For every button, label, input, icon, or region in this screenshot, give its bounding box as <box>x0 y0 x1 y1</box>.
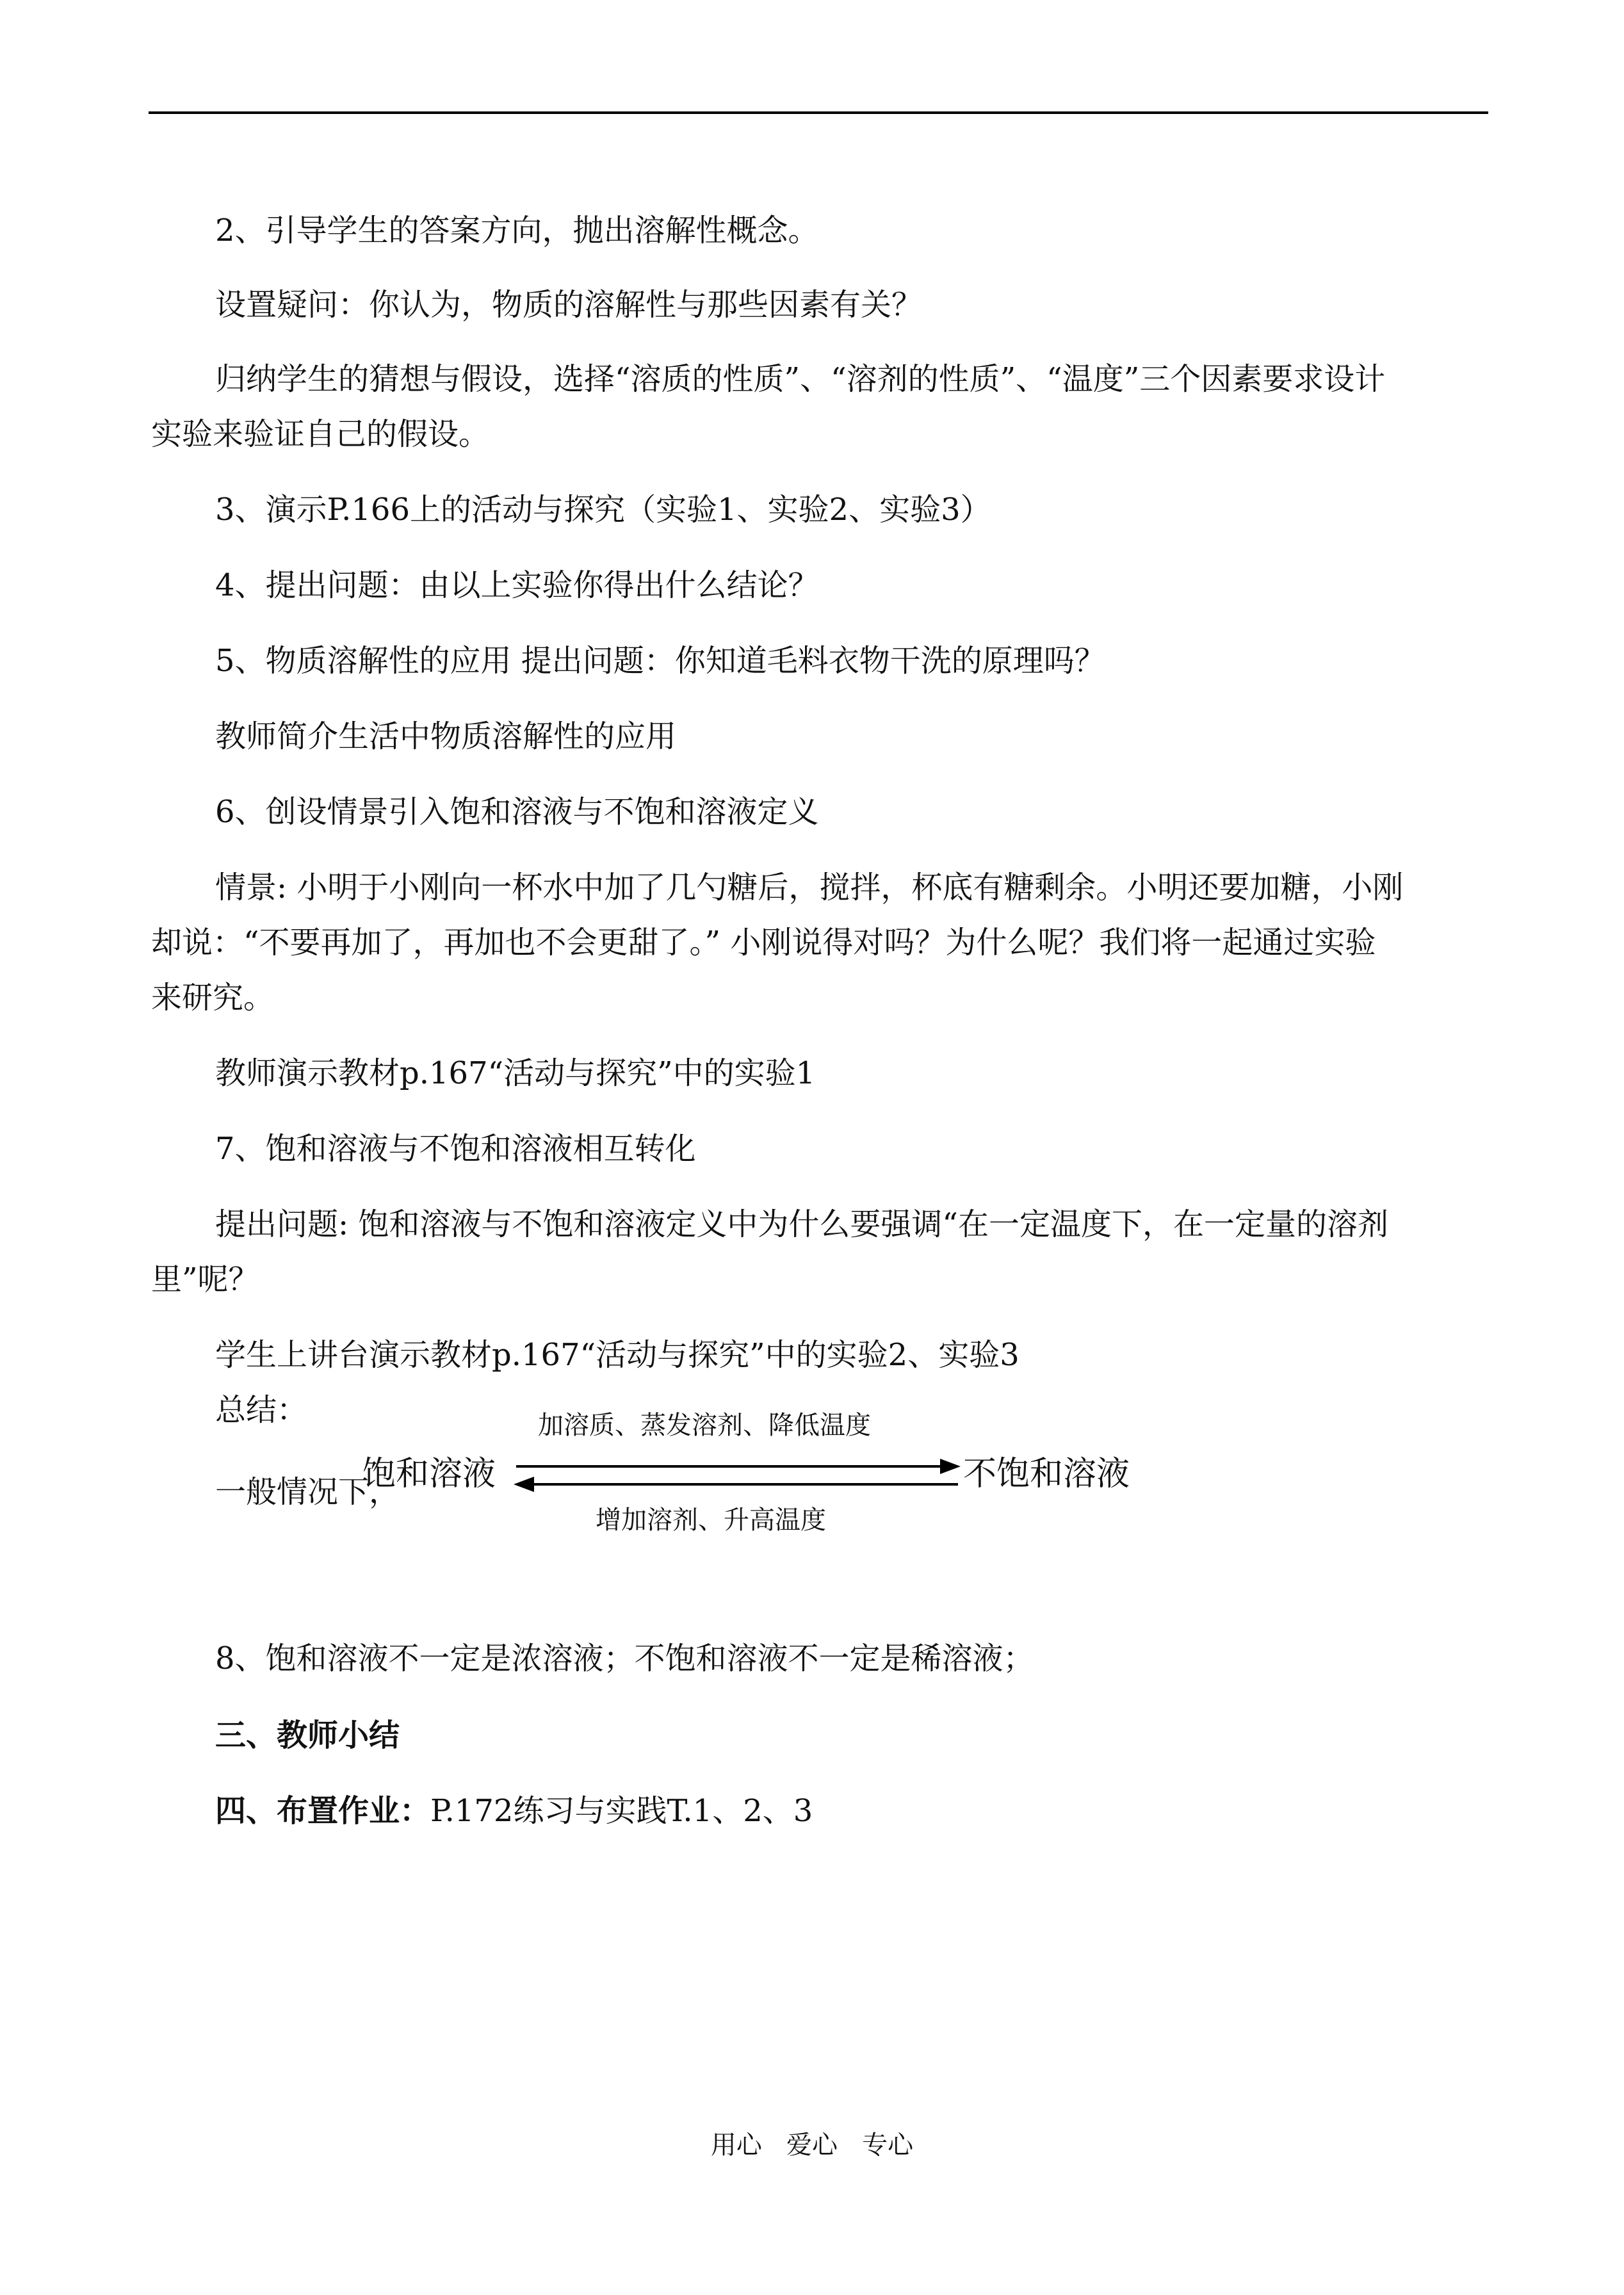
paragraph-line: 实验来验证自己的假设。 <box>151 416 490 452</box>
paragraph-line: 6、创设情景引入饱和溶液与不饱和溶液定义 <box>215 794 819 830</box>
paragraph-line: 7、饱和溶液与不饱和溶液相互转化 <box>215 1131 696 1167</box>
saturated-solution-term: 饱和溶液 <box>362 1455 496 1493</box>
paragraph-line: 教师演示教材p.167“活动与探究”中的实验1 <box>215 1055 816 1091</box>
paragraph-line: 学生上讲台演示教材p.167“活动与探究”中的实验2、实验3 <box>215 1337 1019 1373</box>
paragraph-line: 归纳学生的猜想与假设，选择“溶质的性质”、“溶剂的性质”、“温度”三个因素要求设计 <box>215 361 1386 397</box>
summary-label: 总结： <box>215 1392 308 1428</box>
paragraph-line: 里”呢？ <box>151 1261 259 1297</box>
reversible-arrows <box>510 1442 964 1506</box>
backward-arrow <box>514 1477 958 1492</box>
section-heading-teacher-summary: 三、教师小结 <box>215 1717 400 1753</box>
paragraph-line: 却说：“不要再加了，再加也不会更甜了。” 小刚说得对吗？为什么呢？我们将一起通过实验 <box>151 925 1376 961</box>
page-footer: 用心 爱心 专心 <box>710 2130 914 2160</box>
paragraph-line: 提出问题: 饱和溶液与不饱和溶液定义中为什么要强调“在一定温度下，在一定量的溶剂 <box>215 1206 1388 1242</box>
section-heading-homework: 四、布置作业： <box>215 1793 431 1829</box>
paragraph-line: 8、饱和溶液不一定是浓溶液；不饱和溶液不一定是稀溶液； <box>215 1641 1034 1676</box>
paragraph-line: 3、演示P.166上的活动与探究（实验1、实验2、实验3） <box>215 492 991 528</box>
paragraph-line: 设置疑问：你认为，物质的溶解性与那些因素有关？ <box>215 287 923 323</box>
homework-paragraph <box>151 1774 1490 1848</box>
paragraph-line: 教师简介生活中物质溶解性的应用 <box>215 718 677 754</box>
unsaturated-solution-term: 不饱和溶液 <box>963 1455 1130 1493</box>
paragraph-line: 2、引导学生的答案方向，抛出溶解性概念。 <box>215 213 819 248</box>
homework-text: P.172练习与实践T.1、2、3 <box>430 1793 813 1829</box>
paragraph-line: 4、提出问题：由以上实验你得出什么结论？ <box>215 567 819 603</box>
forward-conditions-label: 加溶质、蒸发溶剂、降低温度 <box>538 1411 871 1440</box>
paragraph-line: 来研究。 <box>151 980 275 1016</box>
paragraph-line: 5、物质溶解性的应用 提出问题：你知道毛料衣物干洗的原理吗？ <box>215 643 1105 679</box>
general-case-label: 一般情况下， <box>215 1474 400 1510</box>
backward-conditions-label: 增加溶剂、升高温度 <box>596 1505 826 1535</box>
paragraph-line: 情景: 小明于小刚向一杯水中加了几勺糖后，搅拌，杯底有糖剩余。小明还要加糖，小刚 <box>215 870 1404 905</box>
forward-arrow <box>516 1459 961 1474</box>
header-rule <box>149 111 1488 114</box>
conversion-diagram <box>151 1391 1176 1557</box>
